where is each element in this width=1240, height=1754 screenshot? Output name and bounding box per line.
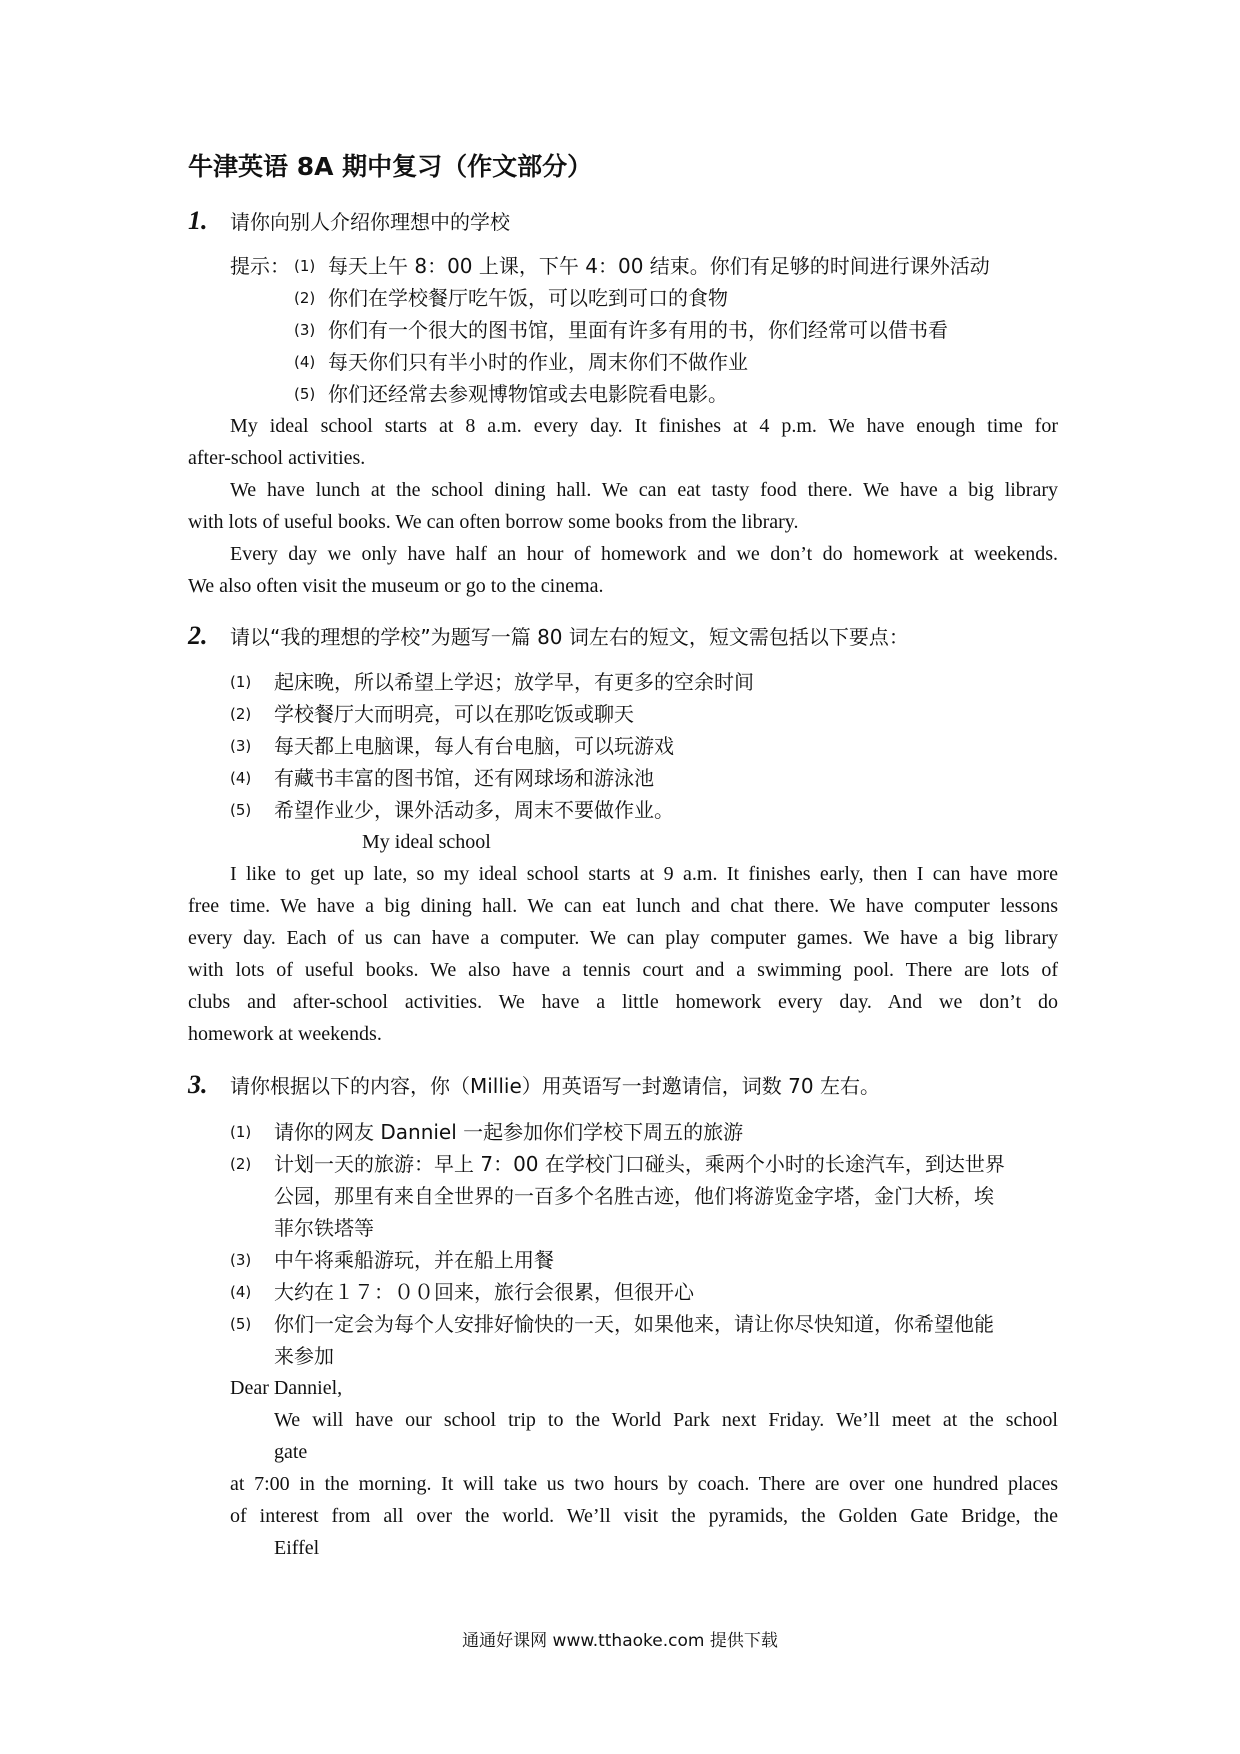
letter-line: gate bbox=[274, 1441, 308, 1463]
page-title: 牛津英语 8A 期中复习（作文部分） bbox=[188, 152, 593, 181]
hint-mark: (1) bbox=[294, 257, 316, 275]
section-1-heading bbox=[188, 204, 1088, 240]
point-mark: (4) bbox=[230, 1283, 252, 1301]
essay-line: Every day we only have half an hour of homework and we don’t do homework at weekends. bbox=[230, 543, 1058, 565]
point-text: 中午将乘船游玩，并在船上用餐 bbox=[274, 1248, 554, 1272]
essay-line: We have lunch at the school dining hall. We can eat tasty food there. We have a big library bbox=[230, 479, 1058, 501]
point-text: 来参加 bbox=[274, 1344, 334, 1368]
point-text: 每天都上电脑课，每人有台电脑，可以玩游戏 bbox=[274, 734, 674, 758]
section-number: 2. bbox=[188, 621, 208, 650]
hint-text: 每天上午 8：00 上课，下午 4：00 结束。你们有足够的时间进行课外活动 bbox=[328, 254, 990, 278]
section-3-heading bbox=[188, 1068, 1088, 1104]
letter-salutation: Dear Danniel, bbox=[230, 1377, 343, 1399]
hint-mark: (3) bbox=[294, 321, 316, 339]
essay-line: My ideal school starts at 8 a.m. every day. It finishes at 4 p.m. We have enough time for bbox=[230, 415, 1058, 437]
letter-line: at 7:00 in the morning. It will take us two hours by coach. There are over one hundred places bbox=[230, 1473, 1058, 1495]
hint-text: 你们还经常去参观博物馆或去电影院看电影。 bbox=[328, 382, 728, 406]
hint-text: 你们有一个很大的图书馆，里面有许多有用的书，你们经常可以借书看 bbox=[328, 318, 948, 342]
essay-line: after-school activities. bbox=[188, 447, 366, 469]
point-mark: (1) bbox=[230, 673, 252, 691]
essay-line: clubs and after-school activities. We have a little homework every day. And we don’t do bbox=[188, 991, 1058, 1013]
hint-label: 提示： bbox=[230, 254, 290, 278]
hint-mark: (2) bbox=[294, 289, 316, 307]
point-mark: (4) bbox=[230, 769, 252, 787]
essay-line: free time. We have a big dining hall. We can eat lunch and chat there. We have computer lessons bbox=[188, 895, 1058, 917]
letter-line: We will have our school trip to the World Park next Friday. We’ll meet at the school bbox=[274, 1409, 1058, 1431]
essay-line: I like to get up late, so my ideal school starts at 9 a.m. It finishes early, then I can have more bbox=[230, 863, 1058, 885]
essay-title: My ideal school bbox=[362, 831, 491, 853]
section-title: 请你根据以下的内容，你（Millie）用英语写一封邀请信，词数 70 左右。 bbox=[230, 1074, 880, 1098]
point-text: 学校餐厅大而明亮，可以在那吃饭或聊天 bbox=[274, 702, 634, 726]
hint-text: 每天你们只有半小时的作业，周末你们不做作业 bbox=[328, 350, 748, 374]
letter-line: Eiffel bbox=[274, 1537, 320, 1559]
point-mark: (3) bbox=[230, 1251, 252, 1269]
letter-line: of interest from all over the world. We’ll visit the pyramids, the Golden Gate Bridge, the bbox=[230, 1505, 1058, 1527]
essay-line: We also often visit the museum or go to the cinema. bbox=[188, 575, 604, 597]
section-title: 请以“我的理想的学校”为题写一篇 80 词左右的短文，短文需包括以下要点： bbox=[230, 625, 909, 649]
section-title: 请你向别人介绍你理想中的学校 bbox=[230, 210, 510, 234]
hint-mark: (4) bbox=[294, 353, 316, 371]
hint-mark: (5) bbox=[294, 385, 316, 403]
point-mark: (5) bbox=[230, 1315, 252, 1333]
essay-line: with lots of useful books. We also have a tennis court and a swimming pool. There are lots of bbox=[188, 959, 1058, 981]
point-mark: (2) bbox=[230, 1155, 252, 1173]
section-number: 3. bbox=[188, 1070, 208, 1099]
hint-text: 你们在学校餐厅吃午饭，可以吃到可口的食物 bbox=[328, 286, 728, 310]
point-text: 起床晚，所以希望上学迟；放学早，有更多的空余时间 bbox=[274, 670, 754, 694]
point-mark: (5) bbox=[230, 801, 252, 819]
point-text: 大约在１７：００回来，旅行会很累，但很开心 bbox=[274, 1280, 694, 1304]
essay-line: homework at weekends. bbox=[188, 1023, 382, 1045]
section-number: 1. bbox=[188, 206, 208, 235]
page-footer: 通通好课网 www.tthaoke.com 提供下载 bbox=[462, 1631, 778, 1651]
point-text: 请你的网友 Danniel 一起参加你们学校下周五的旅游 bbox=[274, 1120, 744, 1144]
essay-line: with lots of useful books. We can often borrow some books from the library. bbox=[188, 511, 799, 533]
section-2-heading bbox=[188, 619, 1088, 655]
essay-line: every day. Each of us can have a computer. We can play computer games. We have a big library bbox=[188, 927, 1058, 949]
point-text: 公园，那里有来自全世界的一百多个名胜古迹，他们将游览金字塔，金门大桥，埃 bbox=[274, 1184, 994, 1208]
point-mark: (2) bbox=[230, 705, 252, 723]
point-text: 希望作业少，课外活动多，周末不要做作业。 bbox=[274, 798, 674, 822]
point-text: 菲尔铁塔等 bbox=[274, 1216, 374, 1240]
point-text: 有藏书丰富的图书馆，还有网球场和游泳池 bbox=[274, 766, 654, 790]
point-mark: (1) bbox=[230, 1123, 252, 1141]
point-mark: (3) bbox=[230, 737, 252, 755]
point-text: 计划一天的旅游：早上 7：00 在学校门口碰头，乘两个小时的长途汽车，到达世界 bbox=[274, 1152, 1005, 1176]
point-text: 你们一定会为每个人安排好愉快的一天，如果他来，请让你尽快知道，你希望他能 bbox=[274, 1312, 994, 1336]
